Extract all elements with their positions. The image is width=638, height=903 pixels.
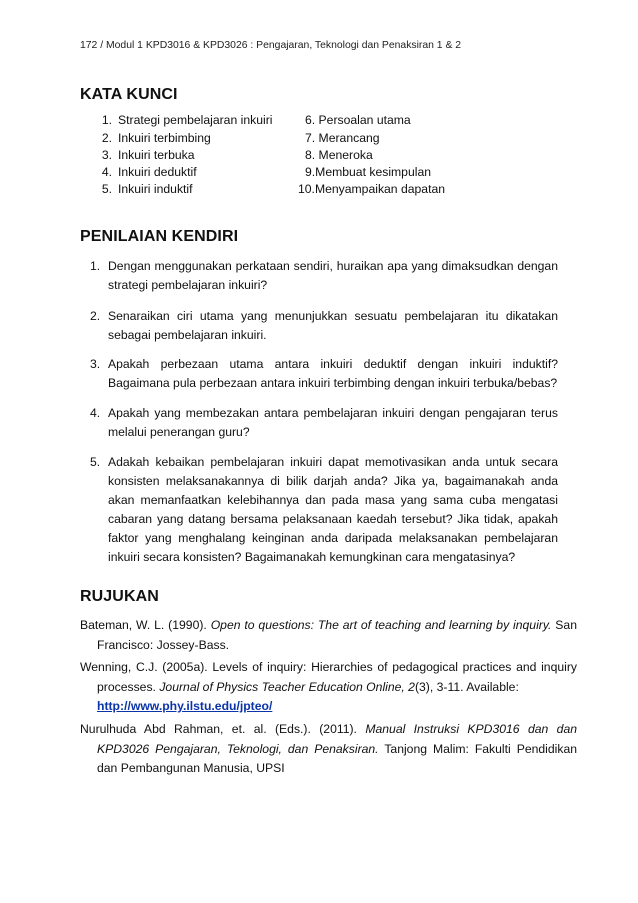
question-item: [90, 355, 558, 393]
keyword-item: Inkuiri terbuka: [118, 148, 195, 162]
keyword-item: Inkuiri terbimbing: [118, 131, 211, 145]
question-number: 4.: [90, 406, 101, 420]
penilaian-kendiri-heading: PENILAIAN KENDIRI: [80, 228, 239, 245]
keyword-item: 6. Persoalan utama: [305, 113, 411, 127]
keyword-number: 4.: [101, 165, 112, 179]
reference-text: Nurulhuda Abd Rahman, et. al. (Eds.). (2011).: [80, 722, 366, 736]
keyword-item: Inkuiri deduktif: [118, 165, 197, 179]
question-item: [90, 307, 558, 345]
reference-text: (3), 3-11. Available:: [414, 679, 519, 694]
question-item: [90, 257, 558, 295]
question-number: 1.: [90, 259, 101, 273]
keyword-item: Strategi pembelajaran inkuiri: [118, 113, 273, 127]
keyword-number: 3.: [101, 148, 112, 162]
reference-title: Manual Instruksi KPD3016 dan dan KPD3026 Pengajaran, Teknologi, dan Penaksiran.: [97, 722, 577, 756]
question-text: Senaraikan ciri utama yang menunjukkan sesuatu pembelajaran itu dikatakan sebagai pembelajaran inkuiri.: [108, 309, 558, 342]
question-text: Dengan menggunakan perkataan sendiri, huraikan apa yang dimaksudkan dengan strategi pembelajaran inkuiri?: [108, 259, 558, 292]
keyword-item: 7. Merancang: [305, 131, 380, 145]
reference-link[interactable]: http://www.phy.ilstu.edu/jpteo/: [97, 699, 273, 713]
reference-text: Wenning, C.J. (2005a). Levels of inquiry: Hierarchies of pedagogical practices and inquiry processes.: [80, 660, 577, 694]
question-number: 2.: [90, 309, 101, 323]
reference-title: Journal of Physics Teacher Education Online, 2: [159, 679, 415, 694]
reference-item: [80, 720, 577, 779]
question-number: 5.: [90, 455, 101, 469]
keyword-number: 1.: [101, 113, 112, 127]
question-text: Apakah perbezaan utama antara inkuiri deduktif dengan inkuiri induktif? Bagaimana pula perbezaan antara inkuiri terbimbing dengan inkuiri terbuka/bebas?: [108, 357, 558, 390]
question-number: 3.: [90, 357, 101, 371]
keyword-number: 2.: [101, 131, 112, 145]
keyword-item: 9.Membuat kesimpulan: [305, 165, 431, 179]
question-text: Apakah yang membezakan antara pembelajaran inkuiri dengan pengajaran terus melalui penerangan guru?: [108, 406, 558, 439]
keyword-number: 5.: [101, 182, 112, 196]
reference-title: Open to questions: The art of teaching and learning by inquiry.: [210, 618, 552, 632]
rujukan-heading: RUJUKAN: [80, 588, 159, 605]
question-item: [90, 404, 558, 442]
reference-text: San Francisco: Jossey-Bass.: [97, 618, 577, 652]
question-item: [90, 453, 558, 567]
page-header: 172 / Modul 1 KPD3016 & KPD3026 : Pengajaran, Teknologi dan Penaksiran 1 & 2: [80, 40, 462, 51]
keyword-item: 10.Menyampaikan dapatan: [298, 182, 446, 196]
reference-text: Bateman, W. L. (1990).: [80, 618, 211, 632]
reference-item: [80, 616, 577, 655]
keyword-item: 8. Meneroka: [305, 148, 373, 162]
kata-kunci-heading: KATA KUNCI: [80, 86, 178, 103]
question-text: Adakah kebaikan pembelajaran inkuiri dapat memotivasikan anda untuk secara konsisten melaksanakannya di bilik darjah anda? Jika ya, bagaimanakah anda akan memanfaatkan kelebihannya dan pada masa yang sama cuba mengatasi cabaran yang datang bersama pelaksanaan kaedah tersebut? Jika tidak, apakah faktor yang menghalang keinginan anda daripada melaksanakan pembelajaran inkuiri secara konsisten? Bagaimanakah kemungkinan cara mengatasinya?: [108, 455, 558, 564]
reference-item: [80, 658, 577, 717]
reference-text: Tanjong Malim: Fakulti Pendidikan dan Pembangunan Manusia, UPSI: [97, 741, 577, 775]
keyword-item: Inkuiri induktif: [118, 182, 193, 196]
